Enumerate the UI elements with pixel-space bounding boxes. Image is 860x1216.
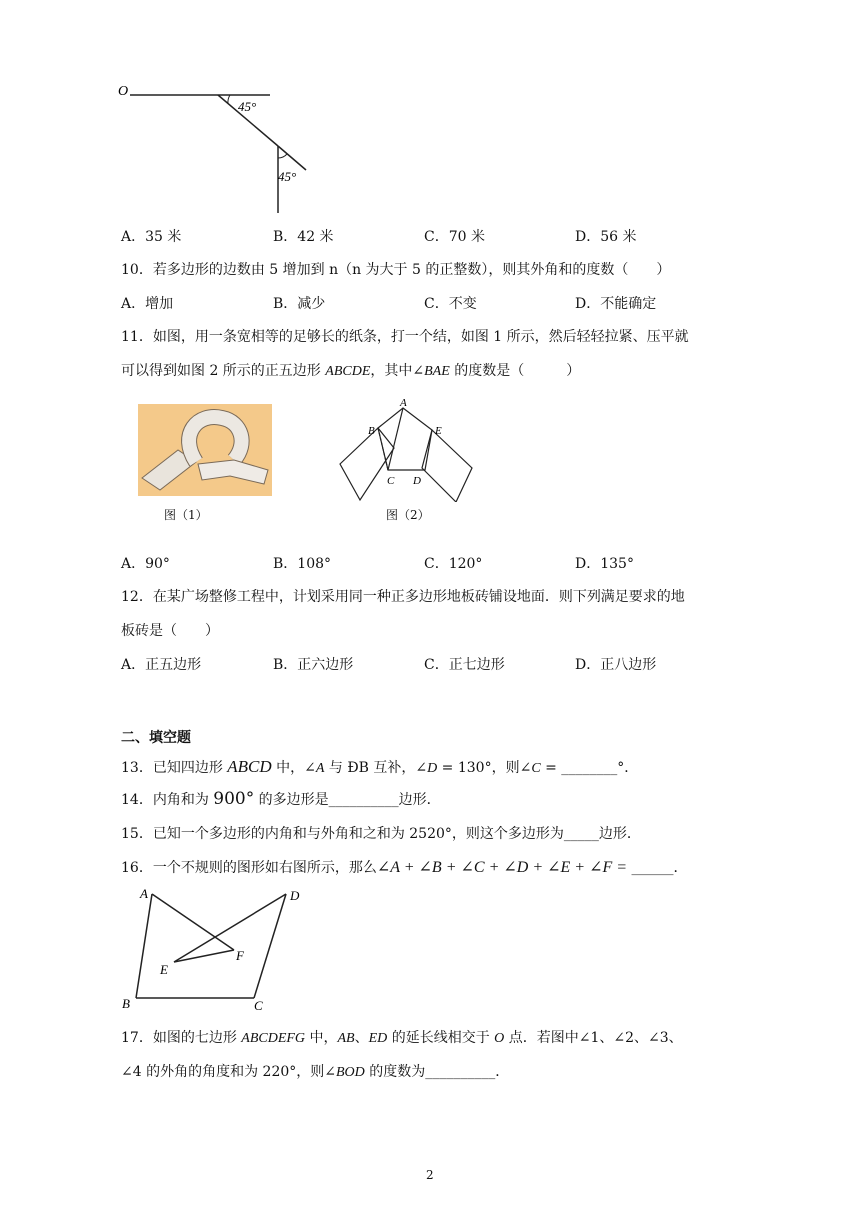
option-b: B．正六边形	[273, 657, 354, 673]
question-17-line1: 17．如图的七边形 ABCDEFG 中，AB、ED 的延长线相交于 O 点．若图中∠1、∠2、∠3、	[121, 1030, 683, 1046]
option-a: A．90°	[121, 556, 170, 572]
option-a: A．增加	[121, 296, 174, 312]
pentagon-strip-figure	[330, 396, 480, 502]
question-13: 13．已知四边形 ABCD 中，∠A 与 ÐB 互补，∠D = 130°，则∠C = ________°．	[121, 757, 639, 776]
option-d: D．不能确定	[575, 296, 657, 312]
option-b: B．42 米	[273, 229, 334, 245]
angle-label: 45°	[278, 169, 297, 184]
section-heading: 二、填空题	[121, 730, 191, 746]
angle-label: 45°	[238, 99, 257, 114]
point-b-label: B	[122, 996, 130, 1011]
light-reflection-figure	[118, 78, 318, 218]
point-e-label: E	[160, 962, 168, 977]
point-d-label: D	[290, 888, 300, 903]
option-b: B．减少	[273, 296, 326, 312]
point-e-label: E	[435, 425, 442, 437]
question-12-line1: 12．在某广场整修工程中，计划采用同一种正多边形地板砖铺设地面．则下列满足要求的地	[121, 589, 685, 605]
option-d: D．正八边形	[575, 657, 657, 673]
question-16: 16．一个不规则的图形如右图所示，那么∠A + ∠B + ∠C + ∠D + ∠E + ∠F = ______．	[121, 859, 688, 876]
point-a-label: A	[400, 397, 407, 409]
question-11-line2: 可以得到如图 2 所示的正五边形 ABCDE，其中∠BAE 的度数是（ ）	[121, 363, 581, 379]
point-o-label: O	[118, 84, 129, 99]
point-b-label: B	[368, 425, 375, 437]
point-d-label: D	[413, 475, 421, 487]
option-c: C．不变	[424, 296, 477, 312]
option-d: D．56 米	[575, 229, 637, 245]
option-b: B．108°	[273, 556, 332, 572]
question-17-line2: ∠4 的外角的角度和为 220°，则∠BOD 的度数为__________．	[121, 1064, 510, 1080]
paper-knot-photo	[138, 404, 272, 496]
figure-2-caption: 图（2）	[386, 508, 430, 522]
question-14: 14．内角和为 900° 的多边形是__________边形．	[121, 789, 441, 809]
option-a: A．正五边形	[121, 657, 202, 673]
question-12-line2: 板砖是（ ）	[121, 623, 219, 639]
point-c-label: C	[254, 998, 263, 1012]
option-c: C．120°	[424, 556, 483, 572]
option-c: C．70 米	[424, 229, 485, 245]
irregular-figure	[118, 884, 318, 1012]
question-15: 15．已知一个多边形的内角和与外角和之和为 2520°，则这个多边形为_____边形．	[121, 826, 641, 842]
point-f-label: F	[236, 948, 244, 963]
figure-1-caption: 图（1）	[164, 508, 208, 522]
point-c-label: C	[387, 475, 395, 487]
question-11-line1: 11．如图，用一条宽相等的足够长的纸条，打一个结，如图 1 所示，然后轻轻拉紧、压平就	[121, 329, 689, 345]
question-10: 10．若多边形的边数由 5 增加到 n（n 为大于 5 的正整数），则其外角和的度数（ ）	[121, 262, 671, 278]
option-c: C．正七边形	[424, 657, 505, 673]
option-a: A．35 米	[121, 229, 182, 245]
option-d: D．135°	[575, 556, 634, 572]
point-a-label: A	[140, 886, 148, 901]
page-number: 2	[426, 1168, 434, 1182]
